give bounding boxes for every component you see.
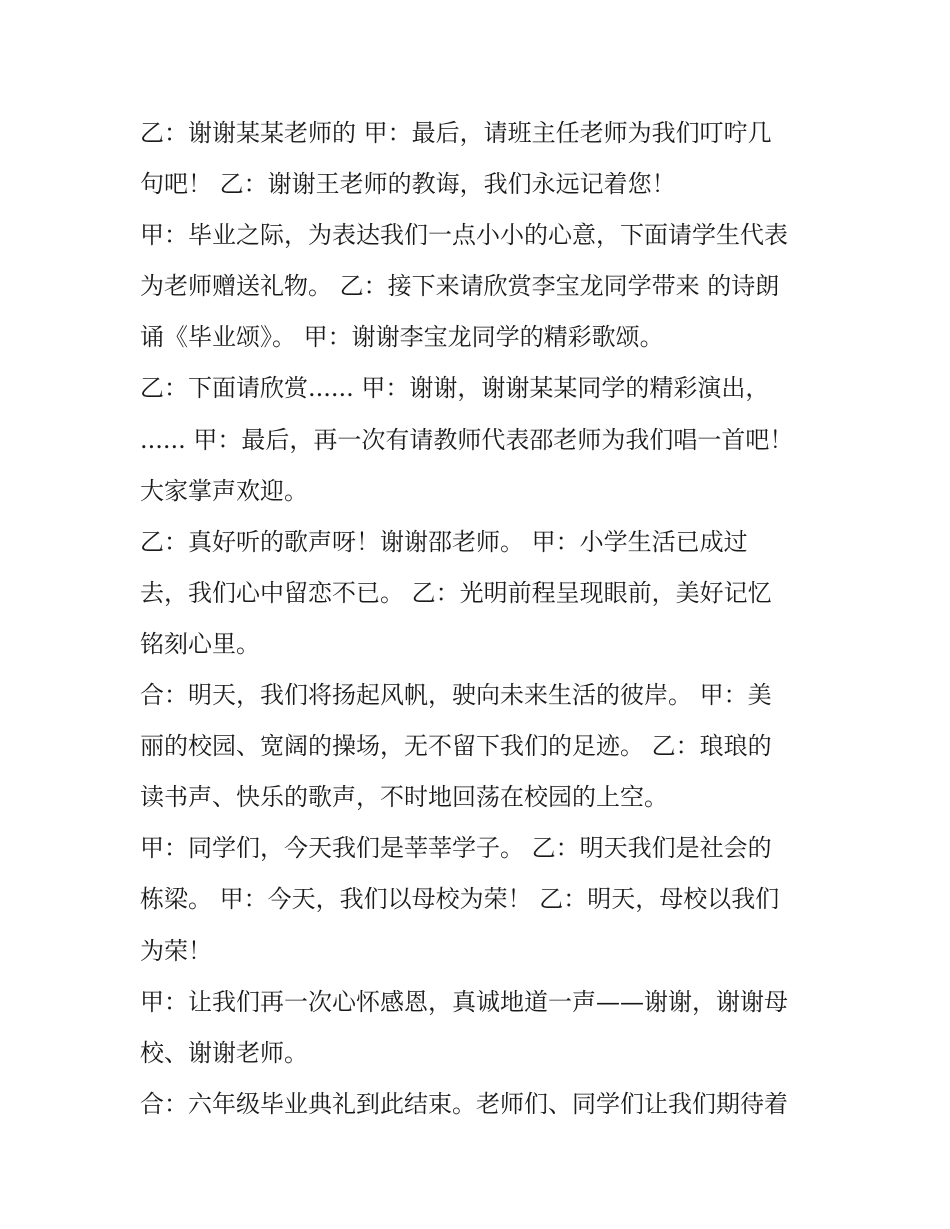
- text-line: 合：六年级毕业典礼到此结束。老师们、同学们让我们期待着: [140, 1089, 788, 1118]
- text-line: 去，我们心中留恋不已。 乙：光明前程呈现眼前，美好记忆: [140, 578, 772, 607]
- text-line: 铭刻心里。: [140, 629, 260, 658]
- text-line: 栋梁。 甲：今天，我们以母校为荣！ 乙：明天，母校以我们: [140, 885, 780, 914]
- text-line: 句吧！ 乙：谢谢王老师的教诲，我们永远记着您！: [140, 170, 676, 199]
- text-line: ...... 甲：最后，再一次有请教师代表邵老师为我们唱一首吧！: [140, 425, 794, 454]
- text-line: 读书声、快乐的歌声，不时地回荡在校园的上空。: [140, 783, 668, 812]
- text-line: 大家掌声欢迎。: [140, 476, 308, 505]
- text-line: 合：明天，我们将扬起风帆，驶向未来生活的彼岸。 甲：美: [140, 681, 772, 710]
- text-line: 丽的校园、宽阔的操场，无不留下我们的足迹。 乙：琅琅的: [140, 732, 772, 761]
- document-body: [140, 108, 820, 1130]
- text-line: 为荣！: [140, 936, 212, 965]
- text-line: 诵《毕业颂》。 甲：谢谢李宝龙同学的精彩歌颂。: [140, 323, 664, 352]
- text-line: 甲：毕业之际，为表达我们一点小小的心意，下面请学生代表: [140, 221, 788, 250]
- text-line: 乙：真好听的歌声呀！谢谢邵老师。 甲：小学生活已成过: [140, 527, 748, 556]
- text-line: 校、谢谢老师。: [140, 1038, 308, 1067]
- text-line: 甲：让我们再一次心怀感恩，真诚地道一声——谢谢，谢谢母: [140, 987, 788, 1016]
- text-line: 乙：下面请欣赏...... 甲：谢谢，谢谢某某同学的精彩演出，: [140, 374, 770, 403]
- text-line: 乙：谢谢某某老师的 甲：最后，请班主任老师为我们叮咛几: [140, 119, 772, 147]
- text-line: 甲：同学们，今天我们是莘莘学子。 乙：明天我们是社会的: [140, 834, 772, 863]
- text-line: 为老师赠送礼物。 乙：接下来请欣赏李宝龙同学带来 的诗朗: [140, 272, 780, 301]
